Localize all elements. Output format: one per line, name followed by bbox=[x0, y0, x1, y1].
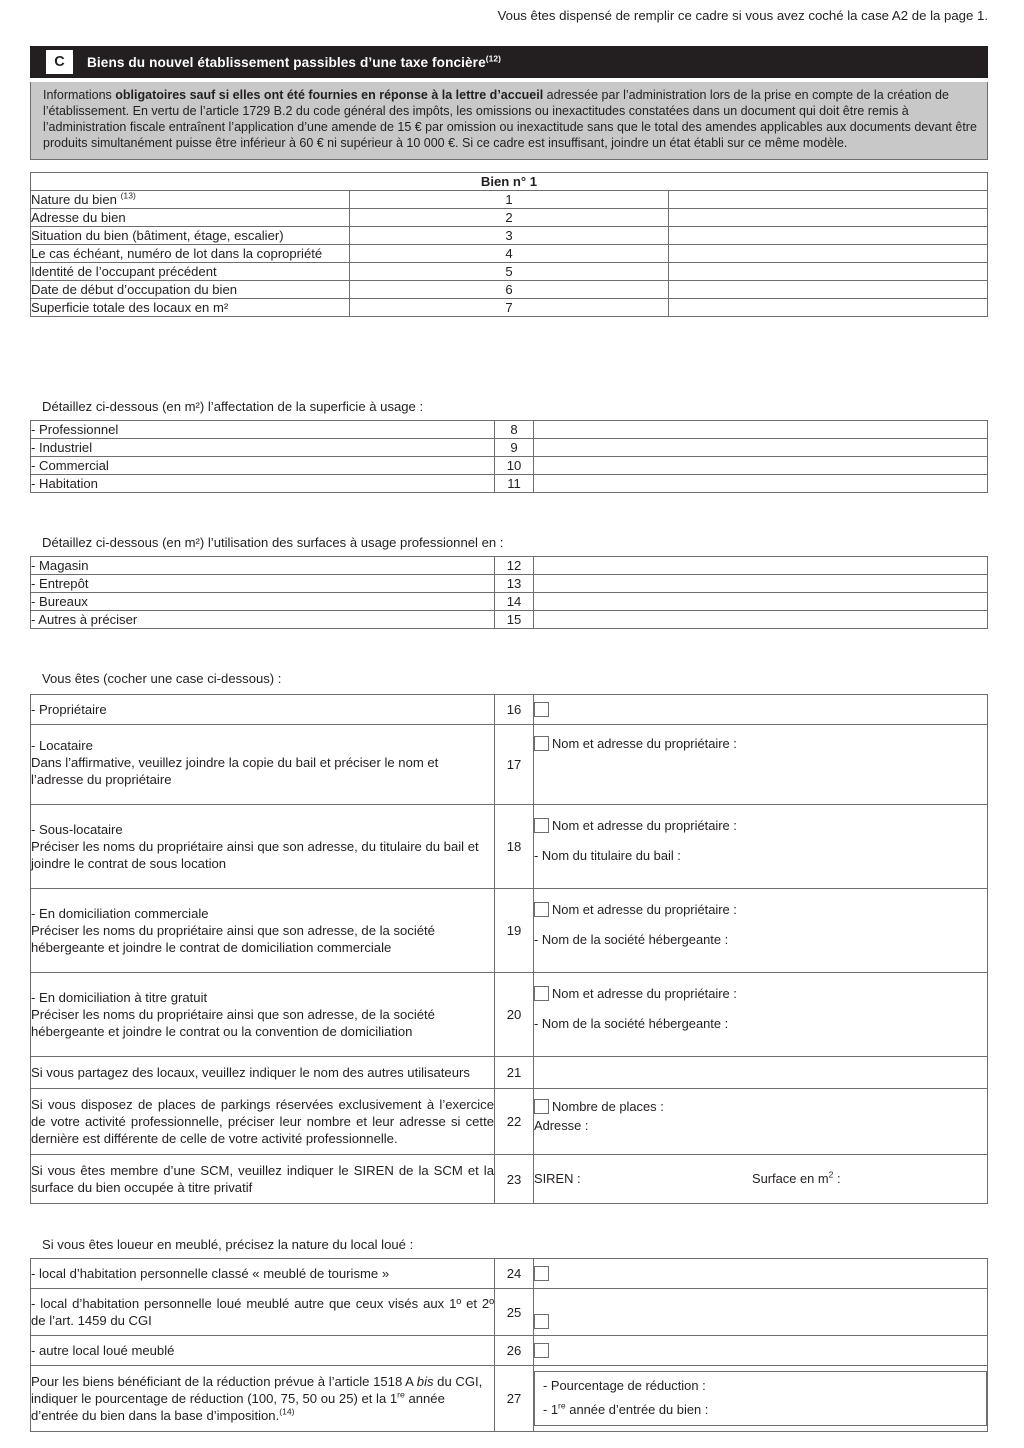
row-number: 20 bbox=[495, 973, 534, 1057]
caption-utilisation: Détaillez ci-dessous (en m²) l’utilisation des surfaces à usage professionnel en : bbox=[42, 535, 504, 550]
row-input-cell bbox=[534, 973, 988, 1057]
row-label-c: année d’entrée du bien dans la base d’imposition. bbox=[31, 1391, 445, 1424]
table-row bbox=[31, 1057, 988, 1089]
table-row bbox=[31, 245, 988, 263]
row-input-cell bbox=[534, 889, 988, 973]
row-label: - Bureaux bbox=[31, 593, 495, 611]
legal-notice bbox=[30, 82, 988, 160]
row-input-cell[interactable] bbox=[669, 281, 988, 299]
notice-part2: adressée par l’administration lors de la prise en compte de la création de l’établissement. En vertu de l’article 1729 B.2 du code général des impôts, les omissions ou inexactitudes constatées dans un document qui doit être remis à l’administration fiscale entraînent l’application d’une amende de 15 € par omission ou inexactitude sans que le total des amendes applicables aux documents devant être produits simultanément puisse être inférieur à 60 € ni supérieur à 10 000 €. Si ce cadre est insuffisant, joindre un état établi sur ce même modèle. bbox=[43, 88, 977, 150]
field-siren[interactable]: SIREN : bbox=[534, 1171, 581, 1187]
field-titulaire-bail[interactable]: - Nom du titulaire du bail : bbox=[534, 847, 681, 863]
table-row bbox=[31, 725, 988, 805]
table-row bbox=[31, 209, 988, 227]
table-row-bien-header bbox=[31, 173, 988, 191]
table-row bbox=[31, 1259, 988, 1289]
field-annee-a: - 1 bbox=[543, 1402, 559, 1418]
checkbox-group bbox=[534, 985, 987, 1003]
checkbox-locataire[interactable] bbox=[534, 736, 549, 751]
row-label: - Habitation bbox=[31, 475, 495, 493]
field-adresse-parking[interactable]: Adresse : bbox=[534, 1117, 589, 1133]
row-label-italic: bis bbox=[416, 1374, 434, 1390]
row-input-cell[interactable] bbox=[534, 457, 988, 475]
row-detail: Préciser les noms du propriétaire ainsi que son adresse, de la société hébergeante et joindre le contrat de domiciliation commerciale bbox=[31, 923, 435, 956]
table-row bbox=[31, 299, 988, 317]
row-number: 13 bbox=[495, 575, 534, 593]
table-row bbox=[31, 1289, 988, 1336]
table-row bbox=[31, 805, 988, 889]
row-label: - Magasin bbox=[31, 557, 495, 575]
row-number: 4 bbox=[350, 245, 669, 263]
row-label-text: Nature du bien bbox=[31, 192, 117, 208]
row-number: 9 bbox=[495, 439, 534, 457]
row-number: 12 bbox=[495, 557, 534, 575]
row-label bbox=[31, 725, 495, 805]
row-label bbox=[31, 1366, 495, 1432]
table-row bbox=[31, 439, 988, 457]
table-row bbox=[31, 1089, 988, 1155]
table-identification bbox=[30, 172, 988, 317]
table-statut bbox=[30, 694, 988, 1204]
row-number: 8 bbox=[495, 421, 534, 439]
field-surface-label: Surface en $m^2$ : bbox=[752, 1170, 841, 1187]
row-label: - Commercial bbox=[31, 457, 495, 475]
row-input-cell[interactable] bbox=[669, 209, 988, 227]
field-societe-hebergeante[interactable]: - Nom de la société hébergeante : bbox=[534, 931, 729, 947]
row-label: Date de début d’occupation du bien bbox=[31, 281, 350, 299]
row-number: 24 bbox=[495, 1259, 534, 1289]
notice-bold: obligatoires sauf si elles ont été fournies en réponse à la lettre d’accueil bbox=[115, 88, 544, 102]
table-row bbox=[31, 421, 988, 439]
checkbox-meuble-autre-1459[interactable] bbox=[534, 1314, 549, 1329]
row-input-cell bbox=[534, 1259, 988, 1289]
checkbox-sous-locataire[interactable] bbox=[534, 818, 549, 833]
table-meuble bbox=[30, 1258, 988, 1432]
row-number: 27 bbox=[495, 1366, 534, 1432]
row-label: Si vous disposez de places de parkings réservées exclusivement à l’exercice de votre activité professionnelle, préciser leur nombre et leur adresse si cette dernière est différente de celle de votre activité professionnelle. bbox=[31, 1089, 495, 1155]
exemption-note: Vous êtes dispensé de remplir ce cadre si vous avez coché la case A2 de la page 1. bbox=[497, 8, 988, 23]
row-number: 5 bbox=[350, 263, 669, 281]
row-number: 21 bbox=[495, 1057, 534, 1089]
row-input-cell bbox=[534, 695, 988, 725]
table-row bbox=[31, 475, 988, 493]
section-title bbox=[87, 52, 502, 70]
row-label: - local d’habitation personnelle loué meublé autre que ceux visés aux 1º et 2º de l’art. 1459 du CGI bbox=[31, 1289, 495, 1336]
row-input-cell bbox=[534, 805, 988, 889]
row-title: - En domiciliation commerciale bbox=[31, 906, 209, 922]
section-title-footnote: (12) bbox=[485, 52, 502, 63]
row-input-cell[interactable] bbox=[669, 191, 988, 209]
row-label bbox=[31, 805, 495, 889]
table-row bbox=[31, 281, 988, 299]
row-label: - Professionnel bbox=[31, 421, 495, 439]
row-number: 14 bbox=[495, 593, 534, 611]
row-detail: Dans l’affirmative, veuillez joindre la copie du bail et préciser le nom et l’adresse du propriétaire bbox=[31, 755, 439, 788]
row-label: Le cas échéant, numéro de lot dans la copropriété bbox=[31, 245, 350, 263]
row-label: Si vous partagez des locaux, veuillez indiquer le nom des autres utilisateurs bbox=[31, 1057, 495, 1089]
table-row bbox=[31, 557, 988, 575]
row-label-footnote: (13) bbox=[120, 190, 136, 201]
row-number: 10 bbox=[495, 457, 534, 475]
row-label: - Propriétaire bbox=[31, 695, 495, 725]
section-title-text: Biens du nouvel établissement passibles d’une taxe foncière bbox=[87, 54, 486, 70]
table-row bbox=[31, 611, 988, 629]
row-title: - Sous-locataire bbox=[31, 822, 123, 838]
row-input-cell bbox=[534, 1155, 988, 1204]
checkbox-label: Nom et adresse du propriétaire : bbox=[552, 736, 737, 752]
checkbox-label: Nom et adresse du propriétaire : bbox=[552, 986, 737, 1002]
row-label-footnote: (14) bbox=[279, 1406, 295, 1417]
field-surface[interactable] bbox=[752, 1171, 841, 1186]
row-input-cell[interactable] bbox=[669, 245, 988, 263]
row-input-cell[interactable] bbox=[534, 593, 988, 611]
table-row bbox=[31, 695, 988, 725]
caption-meuble: Si vous êtes loueur en meublé, précisez la nature du local loué : bbox=[42, 1237, 414, 1252]
row-input-cell[interactable] bbox=[534, 439, 988, 457]
checkbox-group bbox=[534, 817, 987, 835]
checkbox-domiciliation-commerciale[interactable] bbox=[534, 902, 549, 917]
row-number: 6 bbox=[350, 281, 669, 299]
row-title: - En domiciliation à titre gratuit bbox=[31, 990, 208, 1006]
row-number: 7 bbox=[350, 299, 669, 317]
row-detail: Préciser les noms du propriétaire ainsi que son adresse, du titulaire du bail et joindre le contrat de sous location bbox=[31, 839, 479, 872]
row-input-cell[interactable] bbox=[534, 421, 988, 439]
row-input-cell[interactable] bbox=[669, 227, 988, 245]
field-societe-hebergeante-gratuit[interactable]: - Nom de la société hébergeante : bbox=[534, 1015, 729, 1031]
table-row bbox=[31, 1155, 988, 1204]
row-number: 19 bbox=[495, 889, 534, 973]
notice-part1: Informations bbox=[43, 88, 116, 102]
table-utilisation bbox=[30, 556, 988, 629]
table-row bbox=[31, 227, 988, 245]
field-annee-b: année d’entrée du bien : bbox=[565, 1402, 709, 1418]
section-header-c bbox=[30, 46, 988, 78]
row-label: Superficie totale des locaux en m² bbox=[31, 299, 350, 317]
bien-header-cell: Bien n° 1 bbox=[31, 173, 988, 191]
row-input-cell[interactable] bbox=[534, 575, 988, 593]
row-number: 3 bbox=[350, 227, 669, 245]
checkbox-autre-local-meuble[interactable] bbox=[534, 1343, 549, 1358]
checkbox-domiciliation-gratuit[interactable] bbox=[534, 986, 549, 1001]
row-input-cell bbox=[534, 725, 988, 805]
table-row bbox=[31, 593, 988, 611]
row-number: 2 bbox=[350, 209, 669, 227]
row-detail: Préciser les noms du propriétaire ainsi que son adresse, de la société hébergeante et joindre le contrat ou la convention de domiciliation bbox=[31, 1007, 435, 1040]
row-input-cell bbox=[534, 1336, 988, 1366]
checkbox-label: Nom et adresse du propriétaire : bbox=[552, 902, 737, 918]
row-input-cell[interactable] bbox=[534, 557, 988, 575]
row-number: 17 bbox=[495, 725, 534, 805]
row-label bbox=[31, 973, 495, 1057]
row-label: - Autres à préciser bbox=[31, 611, 495, 629]
row-number: 18 bbox=[495, 805, 534, 889]
caption-vous-etes: Vous êtes (cocher une case ci-dessous) : bbox=[42, 671, 282, 686]
checkbox-meuble-tourisme[interactable] bbox=[534, 1266, 549, 1281]
row-input-cell[interactable] bbox=[534, 1057, 988, 1089]
row-label: Si vous êtes membre d’une SCM, veuillez indiquer le SIREN de la SCM et la surface du bien occupée à titre privatif bbox=[31, 1155, 495, 1204]
field-pourcentage-reduction[interactable]: - Pourcentage de réduction : bbox=[543, 1378, 706, 1394]
row-label: Situation du bien (bâtiment, étage, escalier) bbox=[31, 227, 350, 245]
row-label: Adresse du bien bbox=[31, 209, 350, 227]
caption-affectation: Détaillez ci-dessous (en m²) l’affectation de la superficie à usage : bbox=[42, 399, 424, 414]
row-label-a: Pour les biens bénéficiant de la réduction prévue à l’article 1518 A bbox=[31, 1374, 417, 1390]
checkbox-group bbox=[534, 901, 987, 919]
section-letter-badge: C bbox=[46, 50, 73, 74]
row-label-sup-re: re bbox=[397, 1389, 405, 1400]
table-row bbox=[31, 1366, 988, 1432]
row-label: - Industriel bbox=[31, 439, 495, 457]
checkbox-label: Nombre de places : bbox=[552, 1099, 664, 1115]
checkbox-nombre-places[interactable] bbox=[534, 1099, 549, 1114]
row-label-b: du CGI, indiquer le pourcentage de réduction (100, 75, 50 ou 25) et la 1 bbox=[31, 1374, 483, 1407]
row-label: - local d’habitation personnelle classé « meublé de tourisme » bbox=[31, 1259, 495, 1289]
checkbox-label: Nom et adresse du propriétaire : bbox=[552, 818, 737, 834]
row-number: 23 bbox=[495, 1155, 534, 1204]
row-label: Identité de l’occupant précédent bbox=[31, 263, 350, 281]
table-row bbox=[31, 889, 988, 973]
table-row bbox=[31, 1336, 988, 1366]
table-row bbox=[31, 191, 988, 209]
row-label: - autre local loué meublé bbox=[31, 1336, 495, 1366]
row-label: - Entrepôt bbox=[31, 575, 495, 593]
row-input-cell[interactable] bbox=[534, 611, 988, 629]
table-row bbox=[31, 973, 988, 1057]
row-label bbox=[31, 191, 350, 209]
table-affectation bbox=[30, 420, 988, 493]
table-row bbox=[31, 457, 988, 475]
row-title: - Locataire bbox=[31, 738, 93, 754]
table-row bbox=[31, 575, 988, 593]
table-row bbox=[31, 263, 988, 281]
row-input-cell bbox=[534, 1089, 988, 1155]
row-input-cell[interactable] bbox=[669, 263, 988, 281]
row-number: 1 bbox=[350, 191, 669, 209]
row-input-cell bbox=[534, 1289, 988, 1336]
row-number: 11 bbox=[495, 475, 534, 493]
checkbox-proprietaire[interactable] bbox=[534, 702, 549, 717]
checkbox-group bbox=[534, 1098, 987, 1116]
reduction-fields-box bbox=[534, 1371, 987, 1426]
row-input-cell[interactable] bbox=[669, 299, 988, 317]
field-annee-entree[interactable] bbox=[543, 1402, 986, 1419]
row-input-cell bbox=[534, 1366, 988, 1432]
row-number: 22 bbox=[495, 1089, 534, 1155]
row-number: 16 bbox=[495, 695, 534, 725]
row-label bbox=[31, 889, 495, 973]
row-number: 15 bbox=[495, 611, 534, 629]
field-annee-sup: re bbox=[558, 1400, 566, 1411]
row-input-cell[interactable] bbox=[534, 475, 988, 493]
row-number: 26 bbox=[495, 1336, 534, 1366]
row-number: 25 bbox=[495, 1289, 534, 1336]
